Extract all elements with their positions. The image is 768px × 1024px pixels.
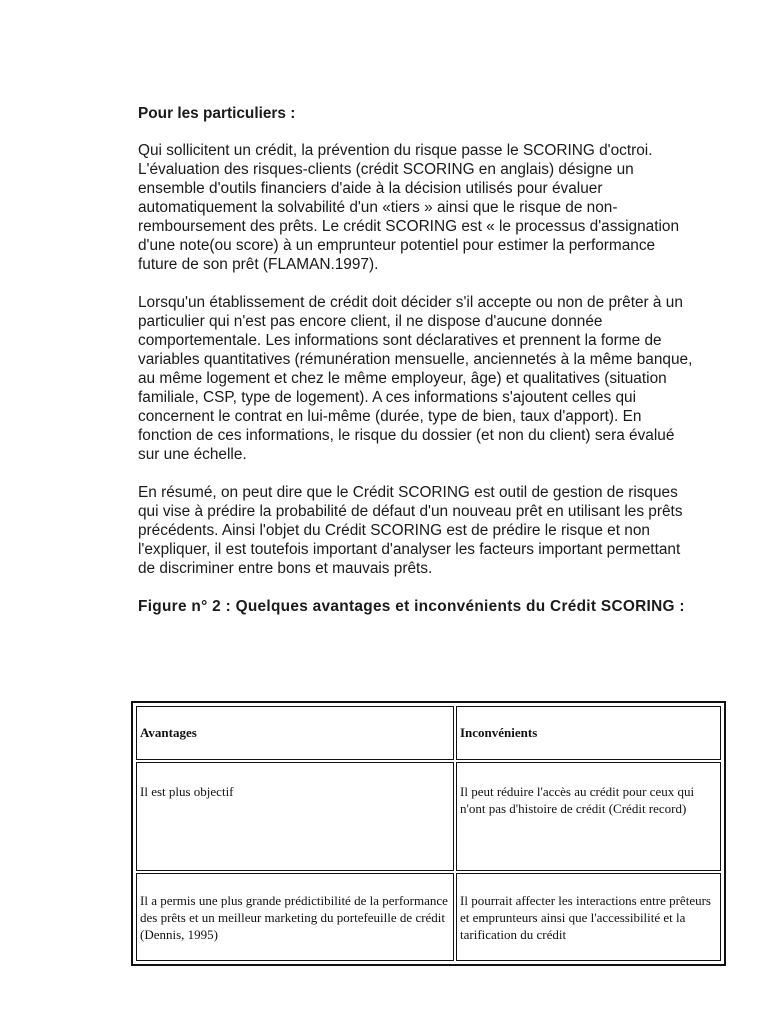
document-body: [138, 104, 694, 616]
advantages-disadvantages-table: [134, 704, 723, 963]
table-cell-inconvenient: Il pourrait affecter les interactions entre prêteurs et emprunteurs ainsi que l'accessibilité et la tarification du crédit: [456, 873, 721, 961]
table-row: [136, 762, 721, 871]
figure-title: Figure n° 2 : Quelques avantages et inconvénients du Crédit SCORING :: [138, 598, 685, 615]
section-heading: Pour les particuliers :: [138, 105, 296, 122]
table-cell-inconvenient: Il peut réduire l'accès au crédit pour ceux qui n'ont pas d'histoire de crédit (Crédit record): [456, 762, 721, 871]
paragraph-resume: En résumé, on peut dire que le Crédit SCORING est outil de gestion de risques qui vise à prédire la probabilité de défaut d'un nouveau prêt en utilisant les prêts précédents. Ainsi l'objet du Crédit SCORING est de prédire le risque et non l'expliquer, il est toutefois important d'analyser les facteurs important permettant de discriminer entre bons et mauvais prêts.: [138, 484, 683, 577]
table-cell-avantage: Il est plus objectif: [136, 762, 454, 871]
header-inconvenients: Inconvénients: [456, 706, 721, 760]
table-header-row: [136, 706, 721, 760]
header-avantages: Avantages: [136, 706, 454, 760]
table-row: [136, 873, 721, 961]
paragraph-scoring-definition: Qui sollicitent un crédit, la prévention du risque passe le SCORING d'octroi. L'évaluation des risques-clients (crédit SCORING en anglais) désigne un ensemble d'outils financiers d'aide à la décision utilisés pour évaluer automatiquement la solvabilité d'un «tiers » ainsi que le risque de non-remboursement des prêts. Le crédit SCORING est « le processus d'assignation d'une note(ou score) à un emprunteur potentiel pour estimer la performance future de son prêt (FLAMAN.1997).: [138, 142, 680, 273]
table-cell-avantage: Il a permis une plus grande prédictibilité de la performance des prêts et un meilleur marketing du portefeuille de crédit (Dennis, 1995): [136, 873, 454, 961]
advantages-table-frame: [131, 701, 726, 966]
paragraph-particuliers-informations: Lorsqu'un établissement de crédit doit décider s'il accepte ou non de prêter à un particulier qui n'est pas encore client, il ne dispose d'aucune donnée comportementale. Les informations sont déclaratives et prennent la forme de variables quantitatives (rémunération mensuelle, anciennetés à la même banque, au même logement et chez le même employeur, âge) et qualitatives (situation familiale, CSP, type de logement). A ces informations s'ajoutent celles qui concernent le contrat en lui-même (durée, type de bien, taux d'apport). En fonction de ces informations, le risque du dossier (et non du client) sera évalué sur une échelle.: [138, 294, 693, 463]
